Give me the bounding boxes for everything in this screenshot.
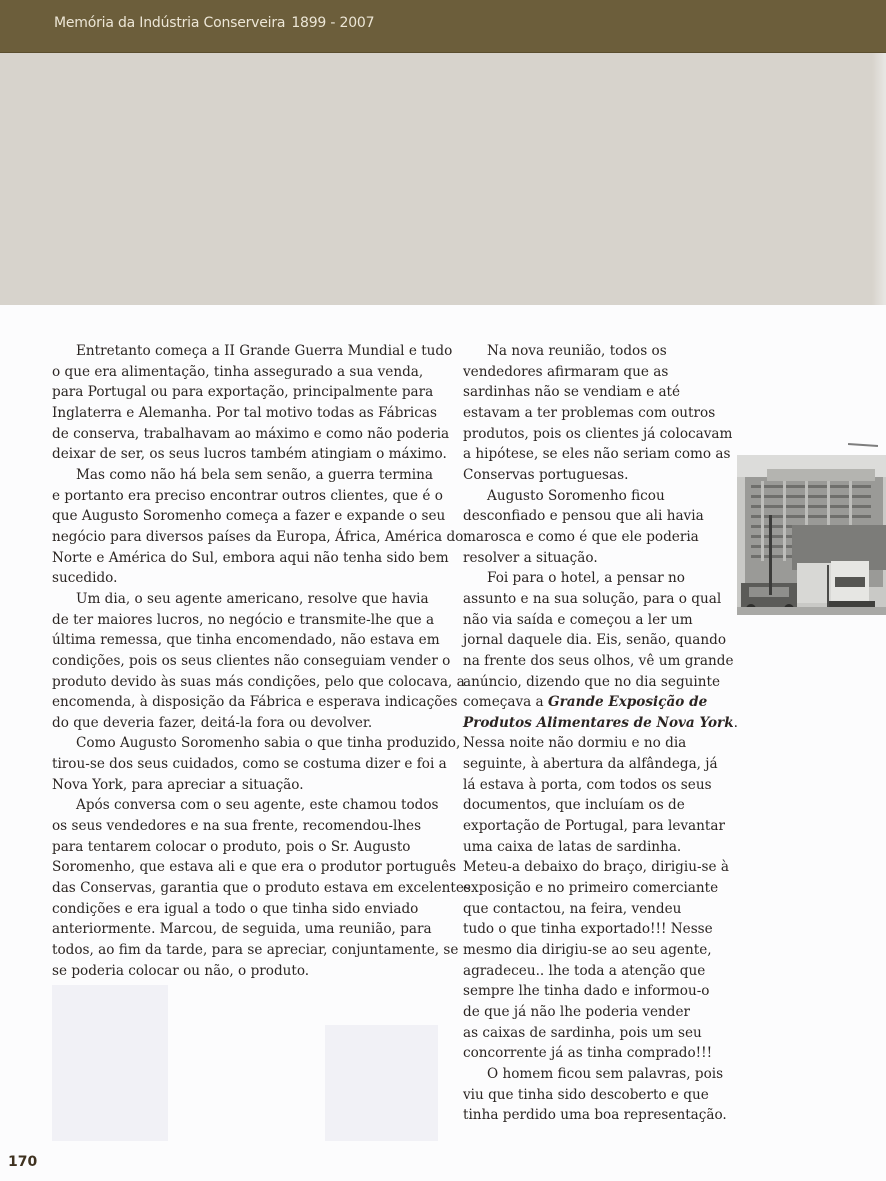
paragraph bbox=[52, 341, 453, 465]
book-title-text: Memória da Indústria Conserveira bbox=[54, 15, 286, 31]
paragraph bbox=[52, 733, 461, 795]
text-line bbox=[463, 692, 728, 713]
text-line: Norte e América do Sul, embora aqui não tenha sido bem bbox=[52, 549, 449, 566]
text-line: Um dia, o seu agente americano, resolve que havia bbox=[76, 590, 429, 607]
text-line: que contactou, na feira, vendeu bbox=[463, 900, 682, 917]
text-line: produtos, pois os clientes já colocavam bbox=[463, 425, 733, 442]
text-line: e portanto era preciso encontrar outros clientes, que é o bbox=[52, 487, 443, 504]
paragraph bbox=[463, 1064, 728, 1126]
text-line: Foi para o hotel, a pensar no bbox=[487, 570, 685, 587]
text-line: para Portugal ou para exportação, principalmente para bbox=[52, 384, 434, 401]
text-line: Na nova reunião, todos os bbox=[487, 343, 667, 359]
text-line: Inglaterra e Alemanha. Por tal motivo todas as Fábricas bbox=[52, 404, 437, 421]
text-line: documentos, que incluíam os de bbox=[463, 797, 685, 814]
text-line: marosca e como é que ele poderia bbox=[463, 528, 699, 545]
text-line: vendedores afirmaram que as bbox=[463, 363, 669, 380]
text-line: das Conservas, garantia que o produto estava em excelentes bbox=[52, 880, 471, 897]
text-line: assunto e na sua solução, para o qual bbox=[463, 590, 722, 607]
text-line: exportação de Portugal, para levantar bbox=[463, 818, 725, 835]
photo-edge-mark bbox=[848, 443, 878, 447]
show-through-shape bbox=[52, 985, 168, 1141]
text-line: viu que tinha sido descoberto e que bbox=[463, 1086, 709, 1103]
text-line: o que era alimentação, tinha assegurado a sua venda, bbox=[52, 363, 424, 380]
text-line: anúncio, dizendo que no dia seguinte bbox=[463, 673, 721, 690]
text-line: Mas como não há bela sem senão, a guerra termina bbox=[76, 466, 433, 483]
text-line: encomenda, à disposição da Fábrica e esperava indicações bbox=[52, 694, 458, 711]
emphasis-suffix: . bbox=[733, 714, 738, 731]
text-line: na frente dos seus olhos, vê um grande bbox=[463, 652, 734, 669]
text-line: agradeceu.. lhe toda a atenção que bbox=[463, 962, 706, 979]
grey-image-placeholder bbox=[0, 53, 886, 305]
text-line: condições e era igual a todo o que tinha sido enviado bbox=[52, 900, 419, 917]
text-line: exposição e no primeiro comerciante bbox=[463, 880, 719, 897]
text-line: Meteu-a debaixo do braço, dirigiu-se à bbox=[463, 859, 730, 876]
text-line: para tentarem colocar o produto, pois o Sr. Augusto bbox=[52, 838, 411, 855]
text-line: condições, pois os seus clientes não conseguiam vender o bbox=[52, 652, 451, 669]
street-photo-icon bbox=[737, 455, 886, 615]
paragraph bbox=[463, 486, 728, 569]
text-line: sardinhas não se vendiam e até bbox=[463, 384, 681, 401]
text-line: de conserva, trabalhavam ao máximo e como não poderia bbox=[52, 425, 450, 442]
exhibition-name-part-2: Produtos Alimentares de Nova York bbox=[463, 714, 734, 731]
text-line: uma caixa de latas de sardinha. bbox=[463, 838, 682, 855]
emphasis-prefix: começava a bbox=[463, 694, 548, 711]
street-photo bbox=[737, 455, 886, 615]
text-line: Nova York, para apreciar a situação. bbox=[52, 776, 304, 793]
right-text-column bbox=[463, 341, 738, 1126]
text-line: todos, ao fim da tarde, para se apreciar, conjuntamente, se bbox=[52, 942, 459, 959]
text-line: de que já não lhe poderia vender bbox=[463, 1004, 690, 1020]
book-title bbox=[54, 15, 374, 31]
text-line: sempre lhe tinha dado e informou-o bbox=[463, 983, 710, 1000]
text-line: resolver a situação. bbox=[463, 549, 598, 566]
text-line: desconfiado e pensou que ali havia bbox=[463, 508, 704, 525]
text-line: seguinte, à abertura da alfândega, já bbox=[463, 756, 718, 773]
text-line: Conservas portuguesas. bbox=[463, 466, 629, 483]
text-line: mesmo dia dirigiu-se ao seu agente, bbox=[463, 942, 712, 959]
running-header bbox=[0, 0, 886, 53]
text-line: negócio para diversos países da Europa, África, América do bbox=[52, 528, 464, 545]
text-line: Como Augusto Soromenho sabia o que tinha produzido, bbox=[76, 735, 461, 752]
text-line: tirou-se dos seus cuidados, como se costuma dizer e foi a bbox=[52, 756, 447, 773]
paragraph bbox=[463, 568, 738, 1064]
text-line: produto devido às suas más condições, pelo que colocava, a bbox=[52, 673, 465, 690]
text-line: se poderia colocar ou não, o produto. bbox=[52, 962, 310, 979]
show-through-shape bbox=[325, 1025, 438, 1141]
text-line: anteriormente. Marcou, de seguida, uma reunião, para bbox=[52, 921, 432, 938]
left-text-column bbox=[52, 341, 471, 981]
text-line: os seus vendedores e na sua frente, recomendou-lhes bbox=[52, 818, 422, 835]
text-line: sucedido. bbox=[52, 570, 118, 587]
page-number: 170 bbox=[8, 1154, 38, 1170]
text-line: estavam a ter problemas com outros bbox=[463, 404, 716, 421]
text-line: lá estava à porta, com todos os seus bbox=[463, 776, 712, 793]
text-line: última remessa, que tinha encomendado, não estava em bbox=[52, 632, 440, 649]
text-line: de ter maiores lucros, no negócio e transmite-lhe que a bbox=[52, 611, 435, 628]
text-line: Entretanto começa a II Grande Guerra Mundial e tudo bbox=[76, 343, 453, 359]
text-line: O homem ficou sem palavras, pois bbox=[487, 1065, 724, 1082]
paragraph bbox=[52, 465, 464, 589]
paragraph bbox=[52, 589, 465, 734]
text-line: Nessa noite não dormiu e no dia bbox=[463, 735, 687, 752]
text-line: a hipótese, se eles não seriam como as bbox=[463, 446, 731, 463]
paragraph bbox=[463, 341, 733, 486]
paragraph bbox=[52, 795, 471, 981]
text-line: as caixas de sardinha, pois um seu bbox=[463, 1024, 702, 1041]
text-line: Soromenho, que estava ali e que era o produtor português bbox=[52, 859, 457, 876]
exhibition-name-part-1: Grande Exposição de bbox=[547, 694, 708, 711]
text-line: tudo o que tinha exportado!!! Nesse bbox=[463, 921, 713, 938]
book-years: 1899 - 2007 bbox=[291, 15, 375, 31]
text-line: que Augusto Soromenho começa a fazer e expande o seu bbox=[52, 508, 446, 525]
text-line: Augusto Soromenho ficou bbox=[487, 487, 665, 504]
text-line: Após conversa com o seu agente, este chamou todos bbox=[76, 797, 439, 814]
text-line: não via saída e começou a ler um bbox=[463, 611, 693, 628]
text-line: deixar de ser, os seus lucros também atingiam o máximo. bbox=[52, 446, 447, 463]
text-line: jornal daquele dia. Eis, senão, quando bbox=[463, 632, 727, 649]
text-line bbox=[463, 713, 738, 734]
text-line: concorrente já as tinha comprado!!! bbox=[463, 1045, 713, 1062]
text-line: tinha perdido uma boa representação. bbox=[463, 1107, 727, 1124]
text-line: do que deveria fazer, deitá-la fora ou devolver. bbox=[52, 714, 373, 731]
